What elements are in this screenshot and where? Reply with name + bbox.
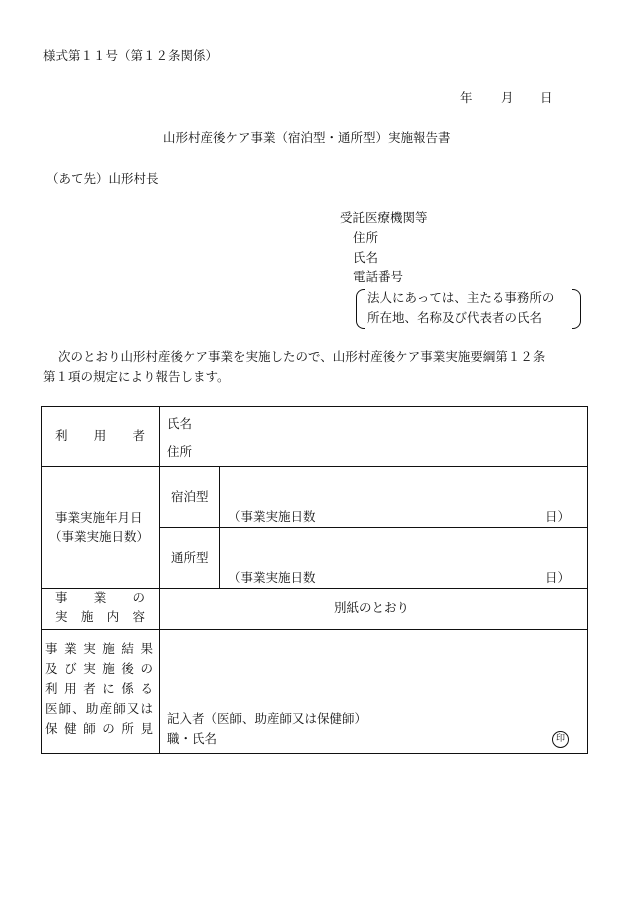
results-header-line2: 及 び 実 施 後 の (45, 661, 153, 676)
day-days-label: （事業実施日数 (228, 570, 316, 585)
user-address-label: 住所 (167, 444, 193, 459)
table-header-divider (159, 406, 160, 754)
body-text-line2: 第１項の規定により報告します。 (43, 369, 230, 384)
date-month-label: 月 (501, 90, 514, 105)
date-year-label: 年 (460, 90, 473, 105)
stay-type-label: 宿泊型 (171, 489, 209, 504)
results-header-line3: 利 用 者 に 係 る (45, 681, 153, 696)
body-text-line1: 次のとおり山形村産後ケア事業を実施したので、山形村産後ケア事業実施要綱第１２条 (58, 349, 546, 364)
seal-mark: 印 (552, 731, 569, 748)
row-divider-user (41, 466, 588, 467)
note-bracket-left (356, 289, 365, 329)
content-value: 別紙のとおり (334, 600, 410, 615)
period-header-line1: 事業実施年月日 (55, 510, 143, 525)
row-divider-period (41, 588, 588, 589)
content-header-line1: 事 業 の (55, 590, 145, 605)
title-name-label: 職・氏名 (167, 731, 218, 746)
results-header-line1: 事 業 実 施 結 果 (45, 641, 153, 656)
note-bracket-right (572, 289, 581, 329)
date-day-label: 日 (540, 90, 553, 105)
user-header: 利 用 者 (55, 428, 145, 443)
stay-days-suffix: 日） (545, 509, 571, 524)
sender-phone-label: 電話番号 (353, 269, 404, 284)
type-column-divider (219, 466, 220, 589)
stay-days-label: （事業実施日数 (228, 509, 316, 524)
table-border-left (41, 406, 42, 754)
row-divider-type (159, 527, 588, 528)
sender-org-label: 受託医療機関等 (340, 210, 428, 225)
results-header-line4: 医 師 、 助 産 師 又 は (45, 701, 153, 716)
results-header-line5: 保 健 師 の 所 見 (45, 721, 153, 736)
content-header-line2: 実 施 内 容 (55, 609, 145, 624)
corp-note-line2: 所在地、名称及び代表者の氏名 (367, 310, 543, 325)
day-type-label: 通所型 (171, 550, 209, 565)
user-name-label: 氏名 (167, 416, 193, 431)
document-title: 山形村産後ケア事業（宿泊型・通所型）実施報告書 (163, 130, 451, 145)
writer-label: 記入者（医師、助産師又は保健師） (167, 711, 368, 726)
table-border-right (587, 406, 588, 754)
period-header-line2: （事業実施日数） (49, 529, 150, 544)
addressee: （あて先）山形村長 (46, 171, 159, 186)
form-number: 様式第１１号（第１２条関係） (43, 48, 219, 63)
row-divider-content (41, 629, 588, 630)
table-border-top (41, 406, 588, 407)
day-days-suffix: 日） (545, 570, 571, 585)
corp-note-line1: 法人にあっては、主たる事務所の (367, 290, 555, 305)
sender-address-label: 住所 (353, 230, 379, 245)
table-border-bottom (41, 753, 588, 754)
sender-name-label: 氏名 (353, 250, 379, 265)
